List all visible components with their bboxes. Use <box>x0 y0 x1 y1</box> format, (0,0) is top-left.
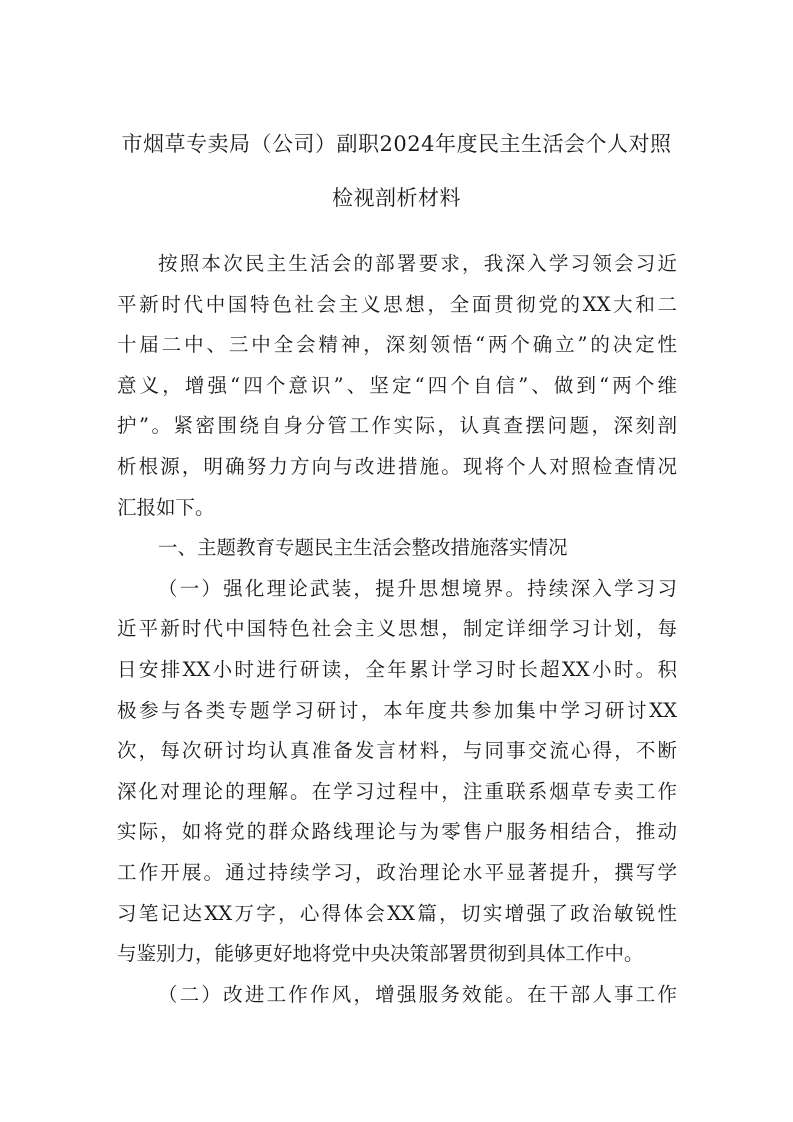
paragraph-intro-line: 按照本次民主生活会的部署要求，我深入学习领会习近 <box>158 252 677 275</box>
paragraph-workstyle-line: （二）改进工作作风，增强服务效能。在干部人事工作 <box>158 982 677 1006</box>
paragraph-intro-line: 意义，增强“四个意识”、坚定“四个自信”、做到“两个维 <box>117 373 677 397</box>
paragraph-theory-line: 极参与各类专题学习研讨，本年度共参加集中学习研讨XX <box>117 698 677 722</box>
paragraph-intro-line: 析根源，明确努力方向与改进措施。现将个人对照检查情况 <box>117 454 677 478</box>
section-heading-1: 一、主题教育专题民主生活会整改措施落实情况 <box>158 536 568 560</box>
paragraph-theory-line: 实际，如将党的群众路线理论与为零售户服务相结合，推动 <box>117 820 677 844</box>
paragraph-theory-line: 深化对理论的理解。在学习过程中，注重联系烟草专卖工作 <box>117 779 677 803</box>
paragraph-theory-line: （一）强化理论武装，提升思想境界。持续深入学习习 <box>158 576 677 600</box>
document-title-line-1: 市烟草专卖局（公司）副职2024年度民主生活会个人对照 <box>121 132 672 156</box>
paragraph-theory-line: 工作开展。通过持续学习，政治理论水平显著提升，撰写学 <box>117 860 677 884</box>
paragraph-theory-line: 日安排XX小时进行研读，全年累计学习时长超XX小时。积 <box>117 657 677 681</box>
paragraph-intro-line: 平新时代中国特色社会主义思想，全面贯彻党的XX大和二 <box>117 292 677 316</box>
paragraph-intro-line: 汇报如下。 <box>117 495 215 519</box>
paragraph-theory-line: 近平新时代中国特色社会主义思想，制定详细学习计划，每 <box>117 617 677 641</box>
document-body <box>117 244 677 1015</box>
paragraph-theory-line: 习笔记达XX万字，心得体会XX篇，切实增强了政治敏锐性 <box>117 901 677 925</box>
paragraph-intro-line: 十届二中、三中全会精神，深刻领悟“两个确立”的决定性 <box>117 333 677 357</box>
document-title-line-2: 检视剖析材料 <box>332 186 461 210</box>
paragraph-theory-line: 次，每次研讨均认真准备发言材料，与同事交流心得，不断 <box>117 739 677 763</box>
paragraph-intro-line: 护”。紧密围绕自身分管工作实际，认真查摆问题，深刻剖 <box>117 414 677 438</box>
paragraph-theory-line: 与鉴别力，能够更好地将党中央决策部署贯彻到具体工作中。 <box>117 942 644 966</box>
